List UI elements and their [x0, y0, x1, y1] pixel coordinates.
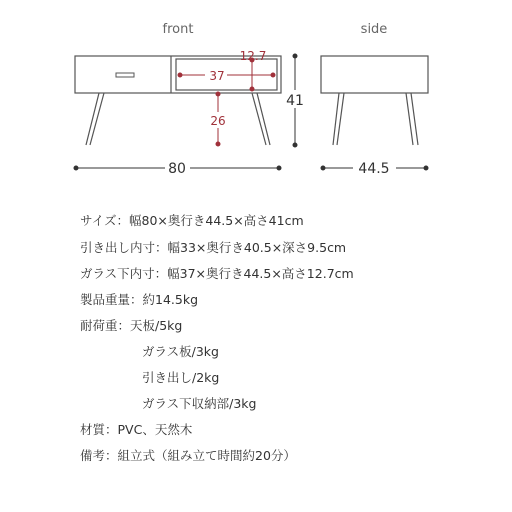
width-value: 80: [168, 161, 186, 177]
glass-width-value: 37: [209, 69, 225, 83]
spec-size: サイズ：幅80×奥行き44.5×高さ41cm: [80, 213, 304, 228]
spec-load-drawer: 引き出し/2kg: [142, 370, 220, 385]
glass-height-value: 12.7: [239, 49, 267, 63]
depth-value: 44.5: [358, 161, 390, 177]
spec-weight: 製品重量：約14.5kg: [80, 292, 199, 307]
spec-load-glass: ガラス板/3kg: [142, 344, 219, 359]
spec-drawer-inner: 引き出し内寸：幅33×奥行き40.5×深さ9.5cm: [80, 240, 347, 255]
front-view-label: front: [162, 22, 194, 37]
spec-glass-inner: ガラス下内寸：幅37×奥行き44.5×高さ12.7cm: [80, 266, 354, 281]
side-view-label: side: [360, 22, 388, 37]
spec-load-top: 耐荷重：天板/5kg: [80, 318, 183, 333]
spec-material: 材質：PVC、天然木: [80, 422, 193, 437]
total-height-value: 41: [286, 93, 304, 109]
spec-note: 備考：組立式（組み立て時間約20分）: [80, 448, 296, 463]
spec-load-under-glass: ガラス下収納部/3kg: [142, 396, 257, 411]
leg-height-value: 26: [210, 114, 226, 128]
